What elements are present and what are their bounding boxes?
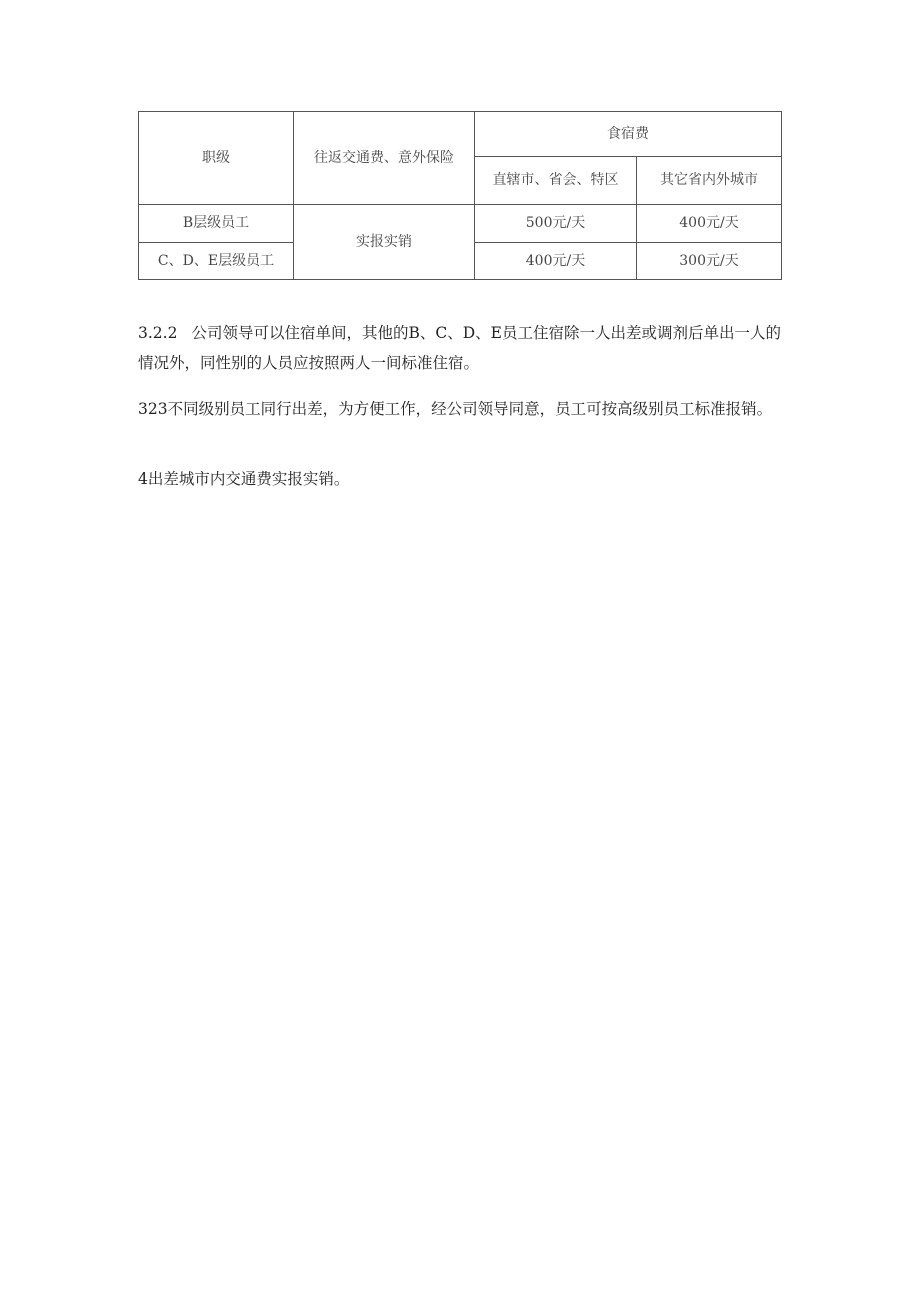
transport-value: 实报实销 — [294, 205, 475, 280]
paragraph-3-2-3 — [138, 394, 784, 424]
header-transport: 往返交通费、意外保险 — [294, 112, 475, 205]
subheader-other-cities: 其它省内外城市 — [637, 157, 782, 205]
travel-expense-table — [138, 111, 782, 280]
paragraph-3-2-2 — [138, 318, 784, 378]
row-level: C、D、E层级员工 — [139, 243, 294, 280]
table-header-row — [139, 112, 782, 157]
section-number: 3.2.2 — [138, 324, 178, 342]
row-other-rate: 300元/天 — [637, 243, 782, 280]
row-level: B层级员工 — [139, 205, 294, 243]
row-major-rate: 500元/天 — [475, 205, 637, 243]
row-major-rate: 400元/天 — [475, 243, 637, 280]
row-other-rate: 400元/天 — [637, 205, 782, 243]
header-meal-lodging: 食宿费 — [475, 112, 782, 157]
header-level: 职级 — [139, 112, 294, 205]
table-row — [139, 205, 782, 243]
paragraph-4 — [138, 464, 784, 494]
subheader-major-cities: 直辖市、省会、特区 — [475, 157, 637, 205]
paragraph-text: 323不同级别员工同行出差，为方便工作，经公司领导同意，员工可按高级别员工标准报销。 — [138, 400, 773, 418]
paragraph-text: 4出差城市内交通费实报实销。 — [138, 470, 350, 488]
paragraph-text: 公司领导可以住宿单间，其他的B、C、D、E员工住宿除一人出差或调剂后单出一人的情况外，同性别的人员应按照两人一间标准住宿。 — [138, 324, 781, 372]
